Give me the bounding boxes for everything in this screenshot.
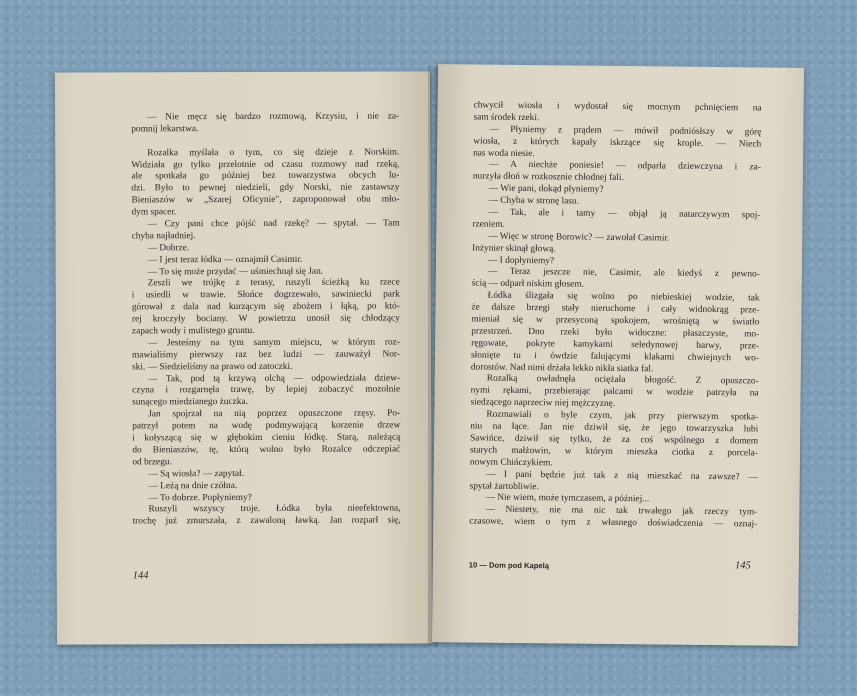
text-line: — Leżą na dnie czółna.: [148, 480, 238, 491]
text-line: patrzył potem na wodę podmywającą korzenie drzew: [132, 420, 401, 432]
text-line: przestrzeń. Dno rzeki było widoczne: płaszczyste, mo-: [471, 326, 760, 340]
text-line: rzeniem.: [472, 219, 505, 230]
text-line: rej kroczyły bociany. W powietrzu unosił się chłodzący: [131, 313, 400, 325]
text-line: trochę już zmurszała, z zawaloną ławką. Jan rozparł się,: [132, 515, 401, 527]
text-line: nymi rękami, przebierając palcami w wodzie patrzyła na: [470, 385, 759, 399]
text-line: starych małżowin, w którym mieszka ciotka z porcela-: [469, 445, 759, 459]
text-line: od brzegu.: [132, 457, 172, 468]
text-line: — To się może przydać — uśmiechnął się Jan.: [147, 266, 324, 277]
text-line: — To dobrze. Popłyniemy?: [148, 492, 252, 503]
text-line: nowym Chińczykiem.: [469, 457, 553, 469]
text-line: ręgowate, pokryte kamykami seledynowej barwy, prze-: [471, 338, 760, 352]
text-line: ski. — Siedzieliśmy na prawo od zatoczki.: [132, 361, 293, 373]
text-line: Widziała go tylko przelotnie od czasu rozmowy nad rzeką,: [131, 159, 400, 170]
text-line: mieniał się w przesyconą spokojem, wrośniętą w światło: [471, 314, 760, 328]
text-line: że dalsze brzegi stały nieruchome i cały widnokrąg prze-: [471, 302, 760, 316]
right-page-text: [469, 100, 761, 531]
text-line: — Czy pani chce pójść nad rzekę? — spytał. — Tam: [147, 218, 400, 230]
text-line: — Tak, pod tą krzywą olchą — odpowiedziała dziew-: [148, 373, 401, 384]
text-line: Rozalka myślała o tym, co się dzieje z Norskim.: [147, 147, 400, 159]
text-line: Zeszli we trójkę z terasy, ruszyli ścieżką ku rzece: [147, 277, 400, 289]
text-line: — I jest teraz łódka — oznajmił Casimir.: [147, 254, 303, 266]
text-line: słonięte tu i ówdzie falującymi klakami chwiejnych wo-: [470, 350, 760, 364]
text-line: — Tak, ale i tamy — objął ją natarczywym spoj-: [488, 207, 761, 221]
right-page: [432, 64, 804, 646]
left-page-text: [131, 111, 400, 528]
text-line: i kołyszącą się w głębokim cieniu łódkę. Starą, należącą: [132, 432, 401, 444]
text-line: — Teraz jeszcze nie, Casimir, ale kiedyś z pewno-: [487, 267, 760, 280]
text-line: — Chyba w stronę lasu.: [488, 195, 580, 207]
text-line: pomnij lekarstwa.: [131, 124, 199, 135]
left-page-number: 144: [132, 570, 149, 582]
text-line: — Płyniemy z prądem — mówił podniósłszy w górę: [489, 124, 762, 138]
text-line: niu na łące. Jan nie dziwił się, że jego towarzyszka lubi: [470, 421, 759, 435]
text-line: czyna i rozgarnęła trawę, by lepiej zobaczyć mozolnie: [132, 384, 401, 396]
text-line: nas woda niesie.: [473, 148, 535, 159]
text-line: ścią — odparł niskim głosem.: [471, 278, 585, 290]
text-line: do Bieniaszów, tę, którą wolno było Rozalce odczepiać: [132, 444, 401, 456]
text-line: — Jesteśmy na tym samym miejscu, w którym roz-: [147, 337, 400, 349]
printer-signature: 10 — Dom pod Kapelą: [468, 560, 550, 571]
text-line: Inżynier skinął głową.: [472, 243, 556, 255]
text-line: sunącego miedzianego żuczka.: [132, 397, 249, 408]
text-line: Jan spojrzał na nią poprzez opuszczone rzęsy. Po-: [148, 408, 401, 420]
text-line: — Nie męcz się bardzo rozmową, Krzysiu, i nie za-: [147, 111, 400, 123]
text-line: Rozalką owładnęła ociężała błogość. Z opuszczo-: [486, 374, 759, 387]
text-line: Rozmawiali o byle czym, jak przy pierwszym spotka-: [486, 409, 759, 423]
text-line: — Wie pani, dokąd płyniemy?: [488, 183, 604, 196]
text-line: Ruszyli wszyscy troje. Łódka była nieefektowna,: [148, 503, 401, 515]
text-line: chwycił wiosła i wydostał się mocnym pchnięciem na: [473, 100, 762, 114]
text-line: czasowe, wiem o tym z własnego doświadczenia — oznaj-: [469, 516, 758, 530]
text-line: dym spacer.: [131, 207, 177, 218]
text-line: wiosła, z których kapały iskrzące się krople. — Niech: [473, 136, 762, 150]
text-line: — I pani będzie już tak z nią mieszkać na zawsze? —: [485, 469, 758, 483]
text-line: — Niestety, nie ma nic tak trwałego jak rzeczy tym-: [485, 504, 758, 518]
text-line: — Nie wiem, może tymczasem, a później...: [485, 493, 650, 505]
text-line: spytał żartobliwie.: [469, 480, 539, 492]
text-line: i usiedli w trawie. Słońce dogrzewało, sawiniecki park: [131, 289, 400, 301]
text-line: — Więc w stronę Borowic? — zawołał Casimir.: [488, 231, 670, 244]
text-line: Bieniaszów w „Szarej Oficynie", zaproponował obu mło-: [131, 194, 400, 206]
text-line: nurzyła dłoń w rozkosznie chłodnej fali.: [472, 171, 624, 184]
text-line: — Dobrze.: [147, 242, 190, 254]
text-line: górował z dala nad kurzącym się zbożem i łąką, po któ-: [131, 301, 400, 313]
text-line: ale spotkała go później bez towarzystwa obcych lu-: [131, 170, 400, 182]
text-line: — I dopłyniemy?: [487, 255, 555, 266]
text-line: dorostów. Nad nimi drżała lekko nikła siatka fal.: [470, 362, 654, 374]
text-line: chyba najładniej.: [131, 231, 196, 242]
text-line: Łódka ślizgała się wolno po niebieskiej wodzie, tak: [487, 290, 760, 304]
text-line: dzi. Było to pewnej niedzieli, gdy Norski, nie zastawszy: [131, 182, 400, 194]
text-line: sam środek rzeki.: [473, 112, 540, 124]
left-page: [55, 71, 432, 644]
text-line: mawialiśmy pierwszy raz bez ludzi — zauważył Nor-: [131, 349, 401, 361]
text-line: — A niechże poniesie! — odparła dziewczyna i za-: [488, 160, 762, 173]
open-book: [56, 66, 801, 646]
paragraph-gap: [131, 135, 399, 148]
text-line: zapach wody i mulistego gruntu.: [131, 325, 255, 337]
right-page-number: 145: [734, 560, 751, 572]
text-line: — Są wiosła? — zapytał.: [148, 468, 244, 480]
text-line: Sawińce, dziwił się tylko, że za coś wspólnego z domem: [470, 433, 759, 447]
text-line: siedzącego naprzeciw niej mężczyznę.: [470, 397, 616, 410]
